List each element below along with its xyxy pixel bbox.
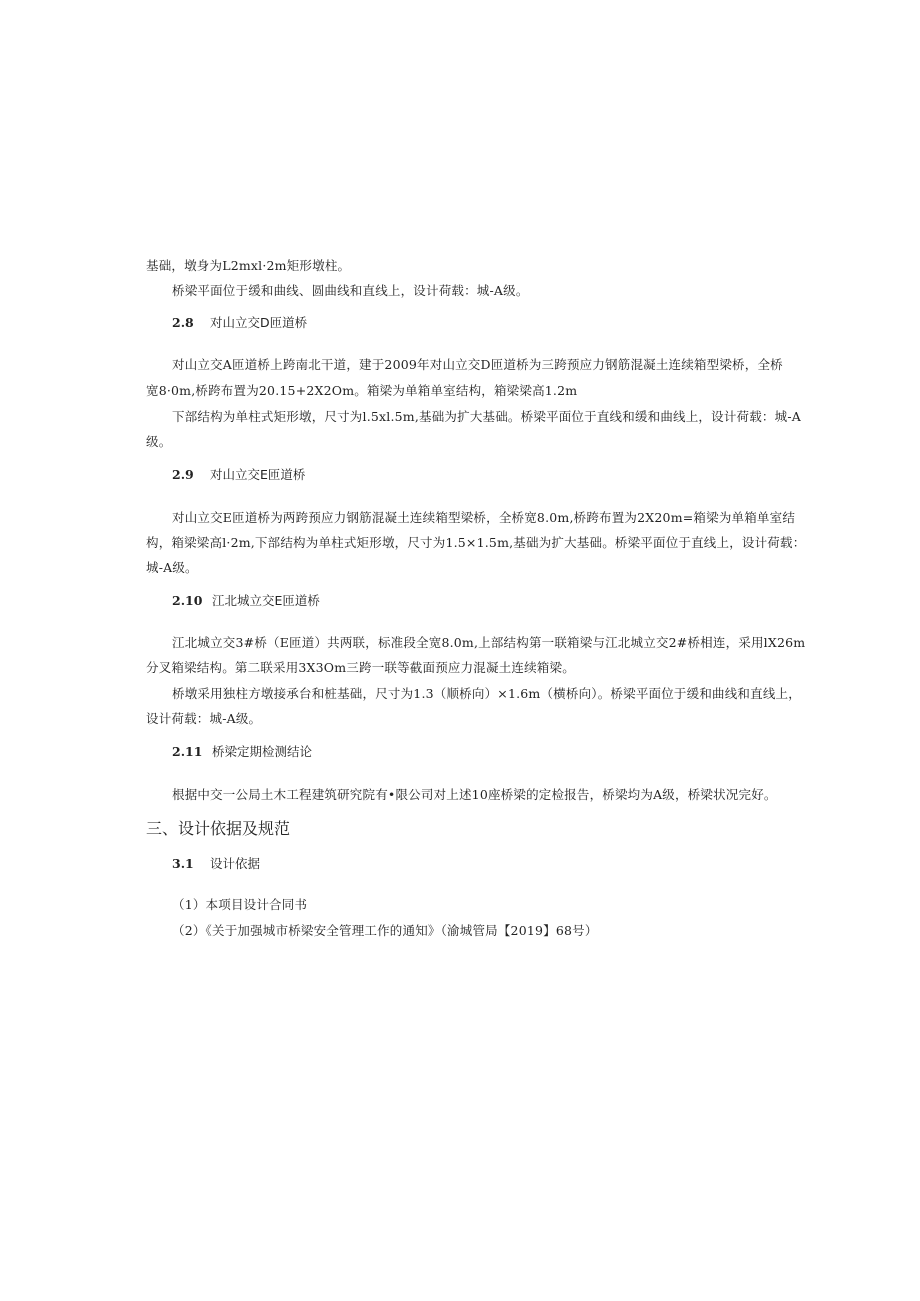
paragraph-line: 设计荷载：城-A级。	[146, 711, 262, 726]
list-item: （1）本项目设计合同书	[172, 897, 308, 912]
section-heading-2-9	[172, 467, 305, 483]
heading-title: 桥梁定期检测结论	[212, 744, 313, 759]
section-heading-2-8	[172, 315, 307, 331]
heading-number: 2.10	[172, 593, 203, 608]
paragraph-line: 江北城立交3#桥（E匝道）共两联，标准段全宽8.0m,上部结构第一联箱梁与江北城立交2#桥相连，采用lX26m	[172, 635, 806, 650]
paragraph-line: 城-A级。	[146, 560, 198, 575]
paragraph-line: 桥梁平面位于缓和曲线、圆曲线和直线上，设计荷载：城-A级。	[172, 283, 529, 298]
section-heading-2-11	[172, 744, 312, 760]
heading-title: 对山立交D匝道桥	[210, 315, 308, 330]
paragraph-line: 级。	[146, 434, 172, 449]
section-heading-3-1	[172, 856, 260, 872]
paragraph-line: 根据中交一公局土木工程建筑研究院有•限公司对上述10座桥梁的定检报告，桥梁均为A级，桥梁状况完好。	[172, 787, 777, 802]
list-item: （2）《关于加强城市桥梁安全管理工作的通知》（渝城管局【2019】68号）	[172, 923, 598, 938]
heading-number: 3.1	[172, 856, 194, 871]
paragraph-line: 对山立交E匝道桥为两跨预应力钢筋混凝土连续箱型梁桥，全桥宽8.0m,桥跨布置为2X20m=箱梁为单箱单室结	[172, 510, 796, 525]
chapter-heading: 三、设计依据及规范	[146, 819, 291, 838]
heading-number: 2.9	[172, 467, 194, 482]
heading-title: 对山立交E匝道桥	[210, 467, 306, 482]
section-heading-2-10	[172, 593, 320, 609]
paragraph-line: 基础，墩身为L2mxl·2m矩形墩柱。	[146, 258, 351, 273]
heading-number: 2.11	[172, 744, 203, 759]
paragraph-line: 桥墩采用独柱方墩接承台和桩基础，尺寸为1.3（顺桥向）×1.6m（横桥向）。桥梁平面位于缓和曲线和直线上，	[172, 686, 801, 701]
heading-title: 设计依据	[210, 856, 261, 871]
paragraph-line: 对山立交A匝道桥上跨南北干道，建于2009年对山立交D匝道桥为三跨预应力钢筋混凝土连续箱型梁桥，全桥	[172, 357, 783, 372]
paragraph-line: 下部结构为单柱式矩形墩，尺寸为l.5xl.5m,基础为扩大基础。桥梁平面位于直线和缓和曲线上，设计荷载：城-A	[172, 409, 801, 424]
heading-title: 江北城立交E匝道桥	[212, 593, 320, 608]
paragraph-line: 构，箱梁梁高l·2m,下部结构为单柱式矩形墩，尺寸为1.5×1.5m,基础为扩大基础。桥梁平面位于直线上，设计荷载：	[146, 535, 806, 550]
paragraph-line: 宽8·0m,桥跨布置为20.15+2X2Om。箱梁为单箱单室结构，箱梁梁高1.2m	[146, 383, 578, 398]
heading-number: 2.8	[172, 315, 194, 330]
paragraph-line: 分叉箱梁结构。第二联采用3X3Om三跨一联等截面预应力混凝土连续箱梁。	[146, 660, 575, 675]
